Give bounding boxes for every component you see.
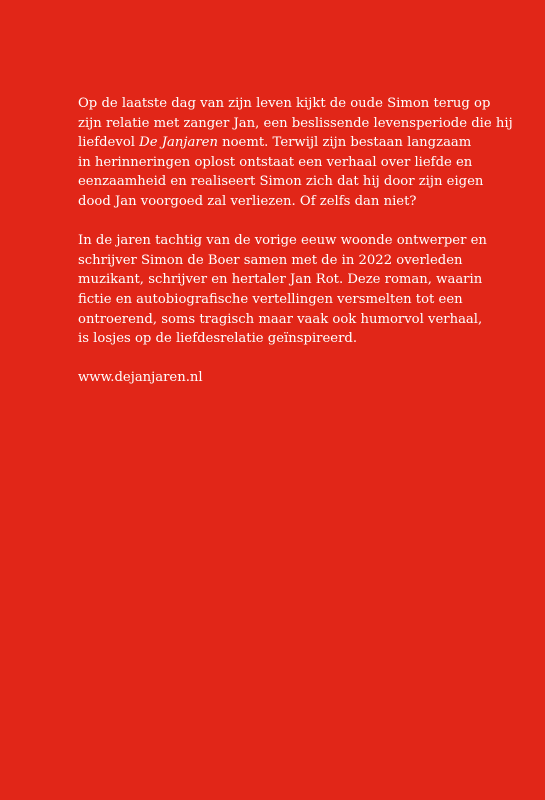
text-line: Op de laatste dag van zijn leven kijkt de oude Simon terug op [78,96,491,111]
book-title: De Janjaren [139,135,218,151]
text-segment: noemt. Terwijl zijn bestaan langzaam [217,135,472,151]
text-line: schrijver Simon de Boer samen met de in 2022 overleden [78,252,463,268]
text-line: is losjes op de liefdesrelatie geïnspireerd. [78,331,358,347]
text-line: zijn relatie met zanger Jan, een beslissende levensperiode die hij [78,115,513,131]
background-paragraph [78,231,498,349]
website-url: www.dejanjaren.nl [78,370,203,386]
text-line: dood Jan voorgoed zal verliezen. Of zelfs dan niet? [78,193,417,209]
text-line: ontroerend, soms tragisch maar vaak ook humorvol verhaal, [78,311,483,327]
text-segment: liefdevol [78,135,140,151]
text-line: in herinneringen oplost ontstaat een verhaal over liefde en [78,154,473,170]
text-line: In de jaren tachtig van de vorige eeuw woonde ontwerper en [78,233,487,249]
text-line: eenzaamheid en realiseert Simon zich dat hij door zijn eigen [78,174,484,190]
text-line: fictie en autobiografische vertellingen versmelten tot een [78,291,463,307]
blurb-text [78,94,513,388]
synopsis-paragraph [78,94,513,212]
text-line: muzikant, schrijver en hertaler Jan Rot. Deze roman, waarin [78,272,483,288]
text-line [78,133,498,153]
